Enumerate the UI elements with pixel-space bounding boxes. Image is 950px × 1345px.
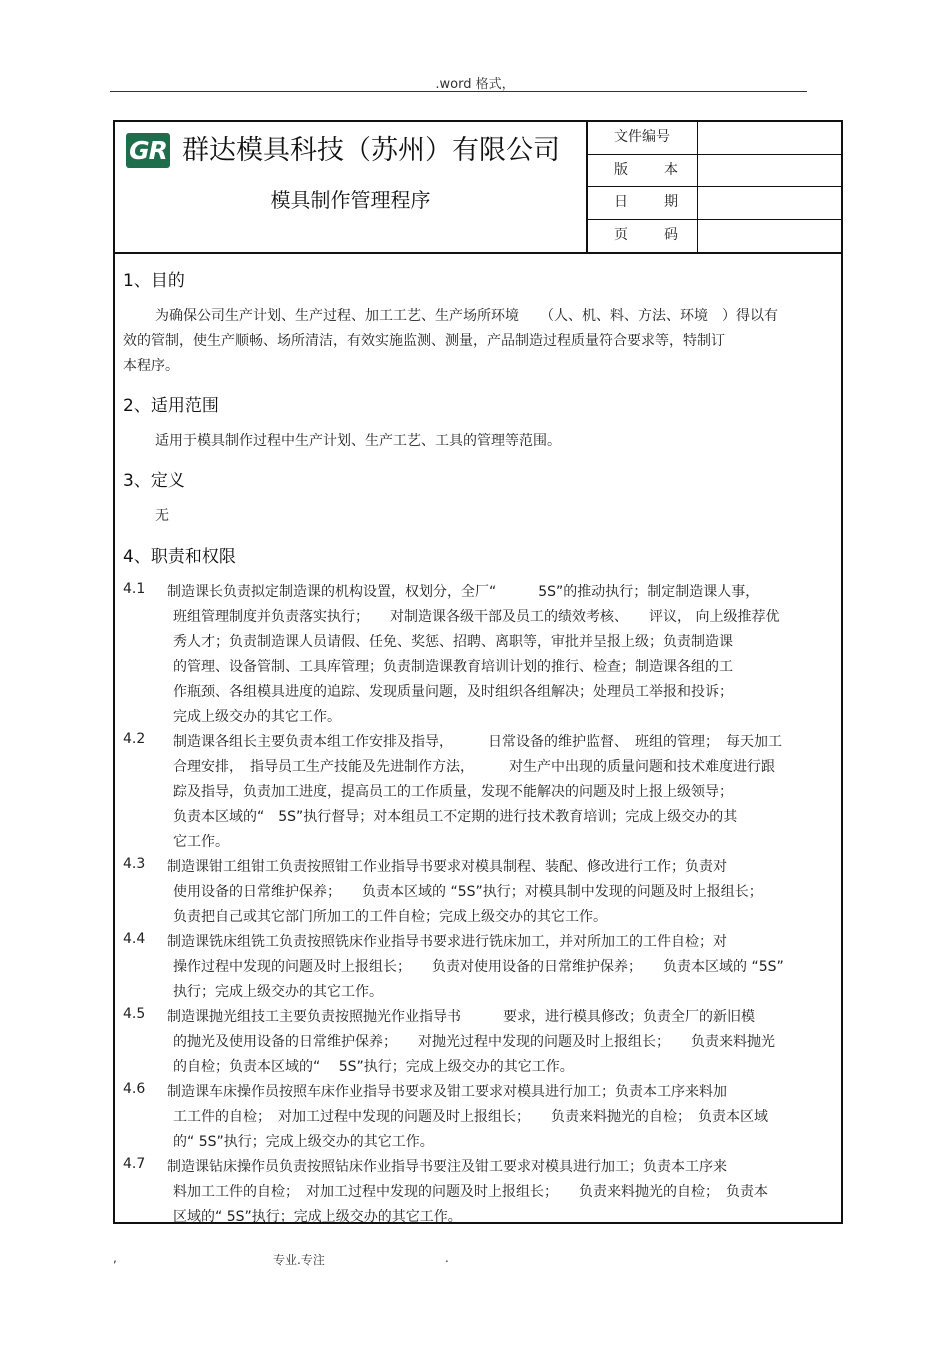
item-number: 4.1 (123, 581, 146, 597)
section-heading: 4、职责和权限 (123, 547, 236, 567)
meta-row-date (588, 187, 841, 220)
item-line: 秀人才；负责制造课人员请假、任免、奖惩、招聘、离职等，审批并呈报上级；负责制造课 (173, 634, 733, 650)
meta-label: 版 (614, 162, 628, 178)
item-number: 4.6 (123, 1081, 146, 1097)
item-line: 制造课铣床组铣工负责按照铣床作业指导书要求进行铣床加工，并对所加工的工件自检；对 (167, 934, 727, 950)
item-line: 制造课抛光组技工主要负责按照抛光作业指导书 要求，进行模具修改；负责全厂的新旧模 (167, 1009, 755, 1025)
item-line: 使用设备的日常维护保养； 负责本区域的 “5S”执行；对模具制中发现的问题及时上报组长； (173, 884, 763, 900)
item-line: 踪及指导，负责加工进度，提高员工的工作质量，发现不能解决的问题及时上报上级领导； (173, 784, 733, 800)
footer-right: . (445, 1251, 449, 1265)
paragraph-line: 适用于模具制作过程中生产计划、生产工艺、工具的管理等范围。 (155, 433, 561, 449)
paragraph-line: 本程序。 (123, 358, 179, 374)
item-line: 负责本区域的“ 5S”执行督导；对本组员工不定期的进行技术教育培训；完成上级交办的其 (173, 809, 738, 825)
paragraph-line: 无 (155, 508, 169, 524)
item-line: 料加工工件的自检； 对加工过程中发现的问题及时上报组长； 负责来料抛光的自检； 负责本 (173, 1184, 768, 1200)
meta-label: 文件编号 (614, 129, 670, 145)
section-heading: 1、目的 (123, 271, 185, 291)
item-line: 制造课各组长主要负责本组工作安排及指导， 日常设备的维护监督、 班组的管理； 每天加工 (173, 734, 782, 750)
item-line: 它工作。 (173, 834, 229, 850)
item-line: 操作过程中发现的问题及时上报组长； 负责对使用设备的日常维护保养； 负责本区域的 “5S” (173, 959, 784, 975)
footer-center: 专业.专注 (273, 1253, 325, 1267)
company-logo: GR (126, 133, 170, 168)
item-line: 的管理、设备管制、工具库管理；负责制造课教育培训计划的推行、检查；制造课各组的工 (173, 659, 733, 675)
item-line: 制造课长负责拟定制造课的机构设置，权划分，全厂“ 5S”的推动执行；制定制造课人事， (167, 584, 760, 600)
item-number: 4.7 (123, 1156, 146, 1172)
item-line: 制造课钳工组钳工负责按照钳工作业指导书要求对模具制程、装配、修改进行工作；负责对 (167, 859, 727, 875)
item-line: 执行；完成上级交办的其它工作。 (173, 984, 383, 1000)
meta-label: 期 (664, 194, 678, 210)
item-line: 的“ 5S”执行；完成上级交办的其它工作。 (173, 1134, 434, 1150)
paragraph-line: 为确保公司生产计划、生产过程、加工工艺、生产场所环境 （人、机、料、方法、环境 ）得以有 (155, 308, 778, 324)
item-line: 班组管理制度并负责落实执行； 对制造课各级干部及员工的绩效考核、 评议， 向上级推荐优 (173, 609, 780, 625)
item-number: 4.3 (123, 856, 146, 872)
item-line: 的抛光及使用设备的日常维护保养； 对抛光过程中发现的问题及时上报组长； 负责来料抛光 (173, 1034, 775, 1050)
item-line: 工工件的自检； 对加工过程中发现的问题及时上报组长； 负责来料抛光的自检； 负责本区域 (173, 1109, 768, 1125)
paragraph-line: 效的管制，使生产顺畅、场所清洁，有效实施监测、测量，产品制造过程质量符合要求等，特制订 (123, 333, 725, 349)
item-line: 作瓶颈、各组模具进度的追踪、发现质量问题，及时组织各组解决；处理员工举报和投诉； (173, 684, 733, 700)
item-line: 区域的“ 5S”执行；完成上级交办的其它工作。 (173, 1209, 462, 1225)
item-number: 4.5 (123, 1006, 146, 1022)
item-line: 制造课钻床操作员负责按照钻床作业指导书要注及钳工要求对模具进行加工；负责本工序来 (167, 1159, 727, 1175)
item-line: 制造课车床操作员按照车床作业指导书要求及钳工要求对模具进行加工；负责本工序来料加 (167, 1084, 727, 1100)
item-number: 4.4 (123, 931, 146, 947)
meta-value (699, 155, 845, 186)
meta-label: 页 (614, 227, 628, 243)
item-line: 完成上级交办的其它工作。 (173, 709, 341, 725)
item-line: 合理安排， 指导员工生产技能及先进制作方法， 对生产中出现的质量问题和技术难度进行跟 (173, 759, 775, 775)
item-line: 负责把自己或其它部门所加工的工件自检；完成上级交办的其它工作。 (173, 909, 607, 925)
document-frame (113, 120, 843, 1224)
meta-value (699, 220, 845, 252)
section-heading: 3、定义 (123, 471, 185, 491)
meta-label: 日 (614, 194, 628, 210)
footer-left: , (113, 1251, 117, 1265)
company-name: 群达模具科技（苏州）有限公司 (182, 135, 560, 166)
meta-value (699, 122, 845, 154)
meta-label: 码 (664, 227, 678, 243)
document-title: 模具制作管理程序 (270, 188, 431, 212)
meta-value (699, 187, 845, 219)
meta-row-doc-no (588, 122, 841, 155)
section-heading: 2、适用范围 (123, 396, 219, 416)
title-left (115, 122, 588, 252)
page-header: .word 格式， (435, 77, 515, 92)
meta-row-page (588, 220, 841, 252)
meta-row-version (588, 155, 841, 187)
item-number: 4.2 (123, 731, 146, 747)
header-rule (110, 91, 807, 92)
title-block (115, 122, 841, 254)
item-line: 的自检；负责本区域的“ 5S”执行；完成上级交办的其它工作。 (173, 1059, 574, 1075)
meta-label: 本 (664, 162, 678, 178)
